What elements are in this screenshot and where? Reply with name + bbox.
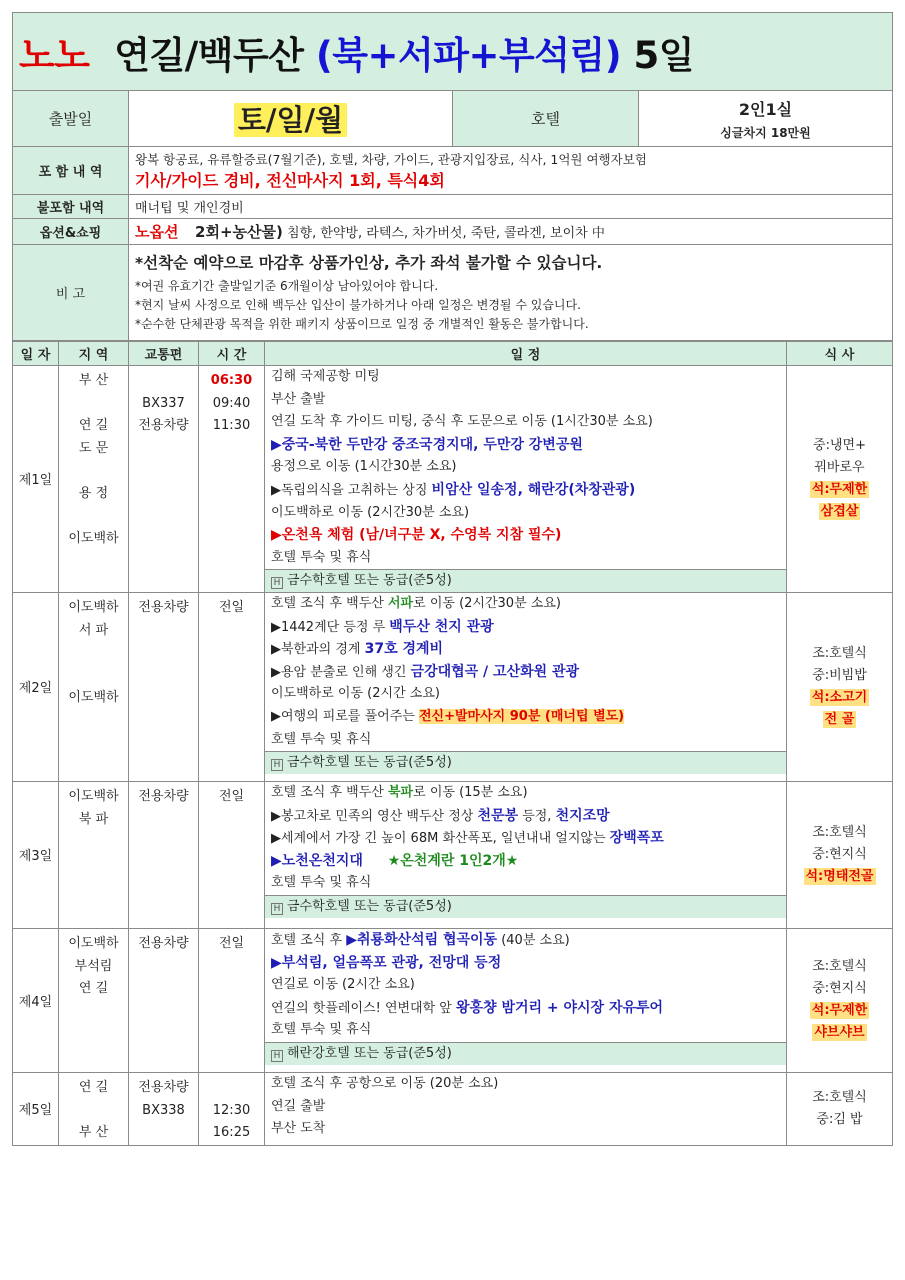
transport-cell [129,1072,199,1145]
meal-item: 중:현지식 [812,981,867,997]
time-value: 16:25 [212,1125,251,1141]
region-cell [59,781,129,928]
schedule-header [13,342,893,366]
region-cell [59,1072,129,1145]
time-cell [199,1072,265,1145]
day-row-1 [13,366,893,593]
hotel-line: H 금수학호텔 또는 동급(준5성) [265,569,786,592]
depart-cell [129,91,453,147]
region-name: 이도백하 [68,599,119,615]
day-row-4 [13,928,893,1072]
note-3: *순수한 단체관광 목적을 위한 패키지 상품이므로 일정 중 개별적인 활동은 불가합니다. [135,317,589,331]
hotel-icon: H [271,577,283,589]
exclude-label: 불포함 내역 [13,195,129,219]
day-label: 제1일 [13,366,59,593]
region-name: 연 길 [78,418,109,434]
itinerary-sheet [12,12,892,1146]
meal-item: 조:호텔식 [812,1089,867,1105]
schedule-line: ▶노천온천지대 ★온천계란 1인2개★ [271,852,519,869]
schedule-line: 호텔 조식 후 공항으로 이동 (20분 소요) [271,1075,499,1091]
meal-special: 석:무제한 [811,1003,868,1019]
header-transport: 교통편 [129,342,199,366]
hotel-label: 호텔 [453,91,639,147]
schedule-line: 호텔 조식 후 백두산 북파로 이동 (15분 소요) [271,784,528,800]
day-label: 제5일 [13,1072,59,1145]
info-table [12,12,893,341]
meal-special: 전 골 [824,711,855,727]
transport-name: 전용차량 [138,788,189,804]
schedule-cell [265,928,787,1072]
region-name: 이도백하 [68,788,119,804]
schedule-cell [265,592,787,781]
region-name: 이도백하 [68,690,119,706]
title-main: 연길/백두산 [114,33,304,77]
meal-special: 석:명태전골 [805,868,874,884]
include-label: 포 함 내 역 [13,147,129,195]
meal-special: 삼겹살 [820,503,859,519]
meal-item: 조:호텔식 [812,824,867,840]
meal-cell [787,1072,893,1145]
option-rest: 침향, 한약방, 라텍스, 차가버섯, 죽탄, 콜라겐, 보이차 中 [286,226,605,241]
region-name: 부 산 [78,1125,109,1141]
note-cell [129,245,893,341]
time-value: 11:30 [212,418,251,434]
page-title [13,13,893,91]
include-cell [129,147,893,195]
schedule-line: 연길의 핫플레이스! 연변대학 앞 왕홍챵 밤거리 + 야시장 자유투어 [271,999,664,1016]
transport-cell [129,366,199,593]
schedule-line: 이도백하로 이동 (2시간 소요) [271,686,440,702]
option-label: 옵션&쇼핑 [13,219,129,245]
header-schedule: 일 정 [265,342,787,366]
region-name: 연 길 [78,981,109,997]
time-cell [199,592,265,781]
schedule-line: ▶1442계단 등정 루 백두산 천지 관광 [271,618,494,635]
meal-cell [787,781,893,928]
schedule-line: 부산 출발 [271,391,326,407]
time-cell [199,366,265,593]
header-day: 일 자 [13,342,59,366]
meal-cell [787,928,893,1072]
meal-item: 조:호텔식 [812,645,867,661]
exclude-value: 매너팁 및 개인경비 [129,195,893,219]
schedule-table [12,341,893,1146]
region-name: 연 길 [78,1079,109,1095]
title-sub: (북+서파+부석림) [315,33,622,77]
schedule-line: ▶세계에서 가장 긴 높이 68M 화산폭포, 일년내내 얼지않는 장백폭포 [271,830,664,847]
schedule-line: ▶독립의식을 고취하는 상징 비암산 일송정, 해란강(차창관광) [271,481,636,498]
meal-cell [787,592,893,781]
time-cell [199,781,265,928]
meal-item: 중:현지식 [812,846,867,862]
region-cell [59,592,129,781]
transport-name: 전용차량 [138,935,189,951]
title-days: 5일 [633,33,695,77]
time-value: 전일 [218,935,245,951]
day-label: 제2일 [13,592,59,781]
time-value: 09:40 [212,395,251,411]
hotel-single: 싱글차지 18만원 [720,125,811,140]
schedule-line: 연길 출발 [271,1098,326,1114]
day-label: 제3일 [13,781,59,928]
transport-cell [129,592,199,781]
schedule-line: 호텔 조식 후 ▶취룡화산석림 협곡이동 (40분 소요) [271,931,570,948]
option-cell [129,219,893,245]
header-meal: 식 사 [787,342,893,366]
option-red: 노옵션 [135,223,179,241]
region-name: 이도백하 [68,935,119,951]
schedule-line: ▶봉고차로 민족의 영산 백두산 정상 천문봉 등정, 천지조망 [271,807,610,824]
meal-special: 석:소고기 [811,689,868,705]
schedule-line: 호텔 투숙 및 휴식 [271,875,372,891]
note-1: *여권 유효기간 출발일기준 6개월이상 남아있어야 합니다. [135,279,439,293]
schedule-line: 이도백하로 이동 (2시간30분 소요) [271,504,470,520]
day-row-3 [13,781,893,928]
schedule-cell [265,366,787,593]
region-name: 도 문 [78,440,109,456]
flight-number: BX337 [142,395,185,411]
hotel-line: H 금수학호텔 또는 동급(준5성) [265,895,786,918]
transport-cell [129,781,199,928]
flight-number: BX338 [142,1102,185,1118]
region-name: 이도백하 [68,531,119,547]
hotel-line: H 해란강호텔 또는 동급(준5성) [265,1042,786,1065]
schedule-line: 호텔 조식 후 백두산 서파로 이동 (2시간30분 소요) [271,595,561,611]
time-value: 전일 [218,788,245,804]
transport-cell [129,928,199,1072]
hotel-icon: H [271,903,283,915]
region-name: 용 정 [78,485,109,501]
schedule-line: 호텔 투숙 및 휴식 [271,549,372,565]
schedule-line: 연길 도착 후 가이드 미팅, 중식 후 도문으로 이동 (1시간30분 소요) [271,414,653,430]
schedule-line: 연길로 이동 (2시간 소요) [271,977,415,993]
hotel-icon: H [271,759,283,771]
region-name: 북 파 [78,811,109,827]
header-time: 시 간 [199,342,265,366]
meal-item: 조:호텔식 [812,959,867,975]
schedule-line: ▶용암 분출로 인해 생긴 금강대협곡 / 고산화원 관광 [271,663,580,680]
note-main: *선착순 예약으로 마감후 상품가인상, 추가 좌석 불가할 수 있습니다. [135,254,603,272]
schedule-line: ▶온천욕 체험 (남/녀구분 X, 수영복 지참 필수) [271,527,562,544]
option-bold: 2회+농산물) [195,223,283,241]
schedule-cell [265,781,787,928]
meal-item: 중:김 밥 [816,1111,863,1127]
region-name: 부석림 [74,958,113,974]
meal-item: 중:비빔밥 [812,667,867,683]
schedule-cell [265,1072,787,1145]
header-region: 지 역 [59,342,129,366]
schedule-line: 김해 국제공항 미팅 [271,369,380,384]
meal-special: 샤브샤브 [814,1025,865,1041]
schedule-line: 용정으로 이동 (1시간30분 소요) [271,459,457,475]
include-line2: 기사/가이드 경비, 전신마사지 1회, 특식4회 [135,171,445,190]
meal-item: 중:냉면+ [813,437,866,453]
schedule-line: 호텔 투숙 및 휴식 [271,1022,372,1038]
time-cell [199,928,265,1072]
note-2: *현지 날씨 사정으로 인해 백두산 입산이 불가하거나 아래 일정은 변경될 수 있습니다. [135,298,581,312]
day-row-2 [13,592,893,781]
hotel-info [639,91,893,147]
schedule-line: ▶중국-북한 두만강 중조국경지대, 두만강 강변공원 [271,436,583,453]
transport-name: 전용차량 [138,599,189,615]
region-cell [59,928,129,1072]
transport-name: 전용차량 [138,1079,189,1095]
hotel-icon: H [271,1050,283,1062]
region-cell [59,366,129,593]
time-value: 전일 [218,599,245,615]
depart-value: 토/일/월 [234,103,347,137]
hotel-line: H 금수학호텔 또는 동급(준5성) [265,751,786,774]
region-name: 서 파 [78,622,109,638]
include-line1: 왕복 항공료, 유류할증료(7월기준), 호텔, 차량, 가이드, 관광지입장료, 식사, 1억원 여행자보험 [135,152,647,167]
schedule-line: 호텔 투숙 및 휴식 [271,731,372,747]
schedule-line: 부산 도착 [271,1121,326,1137]
meal-special: 석:무제한 [811,481,868,497]
time-value: 06:30 [210,373,253,388]
depart-label: 출발일 [13,91,129,147]
schedule-line: ▶북한과의 경계 37호 경계비 [271,641,444,658]
transport-name: 전용차량 [138,418,189,434]
meal-cell [787,366,893,593]
hotel-room: 2인1실 [738,99,793,119]
day-label: 제4일 [13,928,59,1072]
meal-item: 꿔바로우 [814,459,865,475]
note-label: 비 고 [13,245,129,341]
time-value: 12:30 [212,1102,251,1118]
day-row-5 [13,1072,893,1145]
title-brand: 노노 [19,33,90,77]
schedule-line: ▶부석림, 얼음폭포 관광, 전망대 등정 [271,954,502,971]
region-name: 부 산 [78,373,109,388]
schedule-line: ▶여행의 피로를 풀어주는 전신+발마사지 90분 (매너팁 별도) [271,708,625,724]
